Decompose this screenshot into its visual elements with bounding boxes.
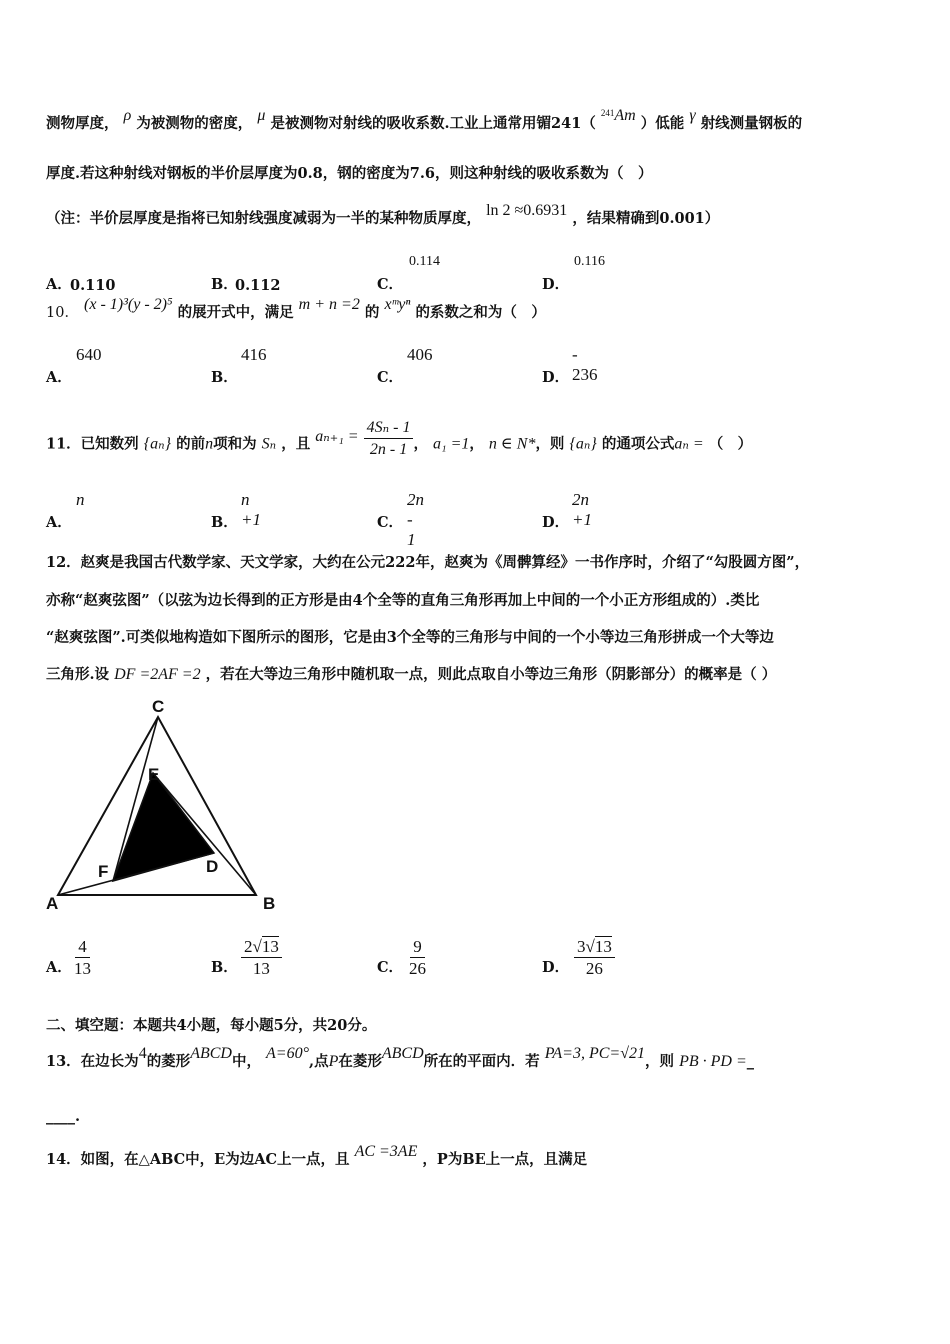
mu-symbol: μ	[257, 107, 266, 124]
q10-number: 10．	[46, 305, 79, 321]
option-fraction	[74, 937, 91, 978]
option-value: 416	[241, 345, 267, 364]
q9-options	[46, 252, 910, 302]
q10-stem	[46, 296, 910, 324]
q13-condition: PA=3, PC=√21	[544, 1045, 645, 1062]
q14-text: ，P为BE上一点，且满足	[422, 1151, 588, 1168]
label-F: F	[98, 862, 109, 881]
q11-fraction	[364, 418, 414, 459]
answer-blank[interactable]: _	[746, 1053, 754, 1070]
coefficient: 3	[577, 937, 586, 956]
option-label: D．	[542, 959, 570, 976]
coefficient: 2	[244, 937, 253, 956]
q13-text: 所在的平面内．若	[423, 1053, 540, 1070]
q13-text: 在菱形	[338, 1053, 382, 1070]
fraction-denominator: 26	[409, 959, 426, 978]
q9-text: 是被测物对射线的吸收系数.工业上通常用镅241（	[270, 115, 596, 132]
q13-text: 13．在边长为	[46, 1053, 139, 1070]
q11-text: 项和为	[213, 435, 257, 453]
q11-text: 11．已知数列	[46, 435, 139, 453]
fraction-denominator: 13	[252, 959, 270, 978]
option-label: A．	[46, 276, 72, 293]
q12-line3: “赵爽弦图”.可类似地构造如下图所示的图形，它是由3个全等的三角形与中间的一个小等边三角形拼成一个大等边	[46, 629, 774, 646]
label-E: E	[148, 765, 160, 784]
option-value: 0.116	[574, 254, 605, 269]
q10-text: 的系数之和为（ ）	[415, 304, 546, 321]
am-symbol: Am	[614, 107, 636, 124]
q13-text: 点	[314, 1053, 329, 1070]
zhao-shuang-triangle-figure	[40, 693, 285, 918]
q11-n: n	[205, 435, 214, 453]
q12-line4	[46, 664, 910, 686]
triangle-diagram	[40, 693, 285, 918]
q13-rhombus: ABCD	[381, 1045, 424, 1062]
option-value: 0.112	[235, 277, 281, 294]
option-label: A．	[46, 959, 72, 976]
fraction-denominator: 2n - 1	[369, 441, 408, 458]
q11-stem: 11．已知数列 {aₙ} 的前n项和为 Sₙ ，且 aₙ₊₁ = $\frac{\text{4Sₙ - 1}}{2n - 1}$ ， a₁ =1， n ∈ N*，则 {aₙ} 的通项公式aₙ = （ ）	[46, 419, 753, 458]
q13-point: P	[328, 1053, 339, 1070]
option-label: B．	[211, 276, 238, 293]
q9-line3	[46, 202, 910, 230]
fraction-numerator: 9	[410, 937, 425, 958]
am-mass-number: 241	[600, 108, 615, 118]
option-label: C．	[377, 369, 404, 386]
q11-options	[46, 490, 910, 549]
q12-text: ，若在大等边三角形中随机取一点，则此点取自小等边三角形（阴影部分）的概率是（ ）	[205, 666, 777, 683]
option-value: 0.110	[70, 277, 116, 294]
option-value: 640	[76, 345, 102, 364]
fraction-numerator: 4	[75, 937, 90, 958]
q13-side: 4	[138, 1045, 147, 1062]
q14-stem	[46, 1143, 910, 1171]
q9-line1	[46, 107, 910, 136]
option-label: B．	[211, 959, 238, 976]
radicand: 13	[261, 937, 279, 956]
q11-an: aₙ =	[674, 435, 704, 453]
q11-domain: n ∈ N*	[488, 435, 536, 453]
q11-lhs: aₙ₊₁ =	[315, 427, 359, 445]
q9-note: （注：半价层厚度是指将已知射线强度减弱为一半的某种物质厚度，	[46, 210, 481, 227]
q9-line2: 厚度.若这种射线对钢板的半价层厚度为0.8，钢的密度为7.6，则这种射线的吸收系数为（ ）	[46, 165, 653, 182]
q13-rhombus: ABCD	[190, 1045, 232, 1062]
q11-text: 的通项公式	[601, 435, 675, 453]
option-label: D．	[542, 369, 570, 386]
fraction-numerator: 4Sₙ - 1	[364, 418, 414, 439]
label-A: A	[46, 894, 59, 913]
option-value: 0.114	[409, 254, 440, 269]
option-label: C．	[377, 276, 404, 293]
option-value: 2n - 1	[407, 490, 424, 549]
label-B: B	[263, 894, 276, 913]
q13-text: 的菱形	[146, 1053, 191, 1070]
q10-condition: m + n =2	[298, 296, 360, 313]
q9-text: 为被测物的密度，	[136, 115, 253, 132]
option-fraction: $\frac{3√13}{26}$	[574, 937, 615, 978]
q9-text: 测物厚度，	[46, 115, 119, 132]
q12-line2: 亦称“赵爽弦图”（以弦为边长得到的正方形是由4个全等的直角三角形再加上中间的一个小正方形组成的）.类比	[46, 592, 760, 609]
option-value: - 236	[572, 345, 598, 384]
option-label: C．	[377, 959, 404, 976]
option-label: B．	[211, 514, 238, 531]
option-label: B．	[211, 369, 238, 386]
option-label: D．	[542, 514, 570, 531]
fraction-denominator: 13	[74, 959, 91, 978]
q13-angle: A=60°	[266, 1045, 309, 1062]
option-label: C．	[377, 514, 404, 531]
q11-text: ，且	[281, 435, 311, 453]
q11-text: ，则	[535, 435, 565, 453]
option-value: n	[76, 490, 85, 509]
q11-sequence: {aₙ}	[143, 435, 172, 453]
q11-text: 的前	[176, 435, 206, 453]
q12-condition: DF =2AF =2	[114, 666, 201, 683]
option-label: A．	[46, 514, 72, 531]
q12-line1: 12．赵爽是我国古代数学家、天文学家，大约在公元222年，赵爽为《周髀算经》一书作序时，介绍了“勾股圆方图”，	[46, 554, 810, 571]
label-C: C	[152, 697, 165, 716]
q9-note: ，结果精确到0.001）	[572, 210, 720, 227]
option-fraction	[409, 937, 426, 978]
q9-text: 射线测量钢板的	[700, 115, 803, 132]
option-fraction: $\frac{2√13}{13}$	[241, 937, 282, 978]
q10-options	[46, 345, 910, 395]
q12-options	[46, 935, 910, 987]
gamma-symbol: γ	[689, 107, 696, 124]
q13-stem: 13．在边长为4的菱形ABCD中， A=60°,点P在菱形ABCD所在的平面内．若 PA=3, PC=√21，则 PB · PD =_	[46, 1045, 754, 1070]
q13-text: ，则	[645, 1053, 674, 1070]
option-value: n +1	[241, 490, 261, 529]
option-value: 406	[407, 345, 433, 364]
q10-text: 的展开式中，满足	[177, 304, 294, 321]
ln2-value: ln 2 ≈0.6931	[486, 202, 568, 219]
q14-condition: AC =3AE	[354, 1143, 418, 1160]
label-D: D	[206, 857, 219, 876]
option-label: A．	[46, 369, 72, 386]
q9-text: ）低能	[640, 115, 685, 132]
q11-a1: a₁ =1	[433, 435, 470, 453]
q10-text: 的	[364, 304, 380, 321]
q10-term: xᵐyⁿ	[384, 296, 411, 313]
q13-text: 中，	[231, 1053, 261, 1070]
fraction-denominator: 26	[585, 959, 603, 978]
section-title-fill-in: 二、填空题：本题共4小题，每小题5分，共20分。	[46, 1017, 377, 1034]
rho-symbol: ρ	[123, 107, 132, 124]
q12-text: 三角形.设	[46, 666, 110, 683]
q10-expression: (x - 1)³(y - 2)⁵	[84, 296, 173, 313]
q11-text: （ ）	[708, 435, 753, 453]
q11-sn: Sₙ	[261, 435, 277, 453]
q14-text: 14．如图，在△ABC中，E为边AC上一点，且	[46, 1151, 350, 1168]
q13-target: PB · PD =	[679, 1053, 747, 1070]
q13-blank-line[interactable]: ____.	[46, 1108, 81, 1125]
q11-sequence: {aₙ}	[569, 435, 597, 453]
radicand: 13	[594, 937, 612, 956]
option-value: 2n +1	[572, 490, 592, 529]
option-label: D．	[542, 276, 570, 293]
